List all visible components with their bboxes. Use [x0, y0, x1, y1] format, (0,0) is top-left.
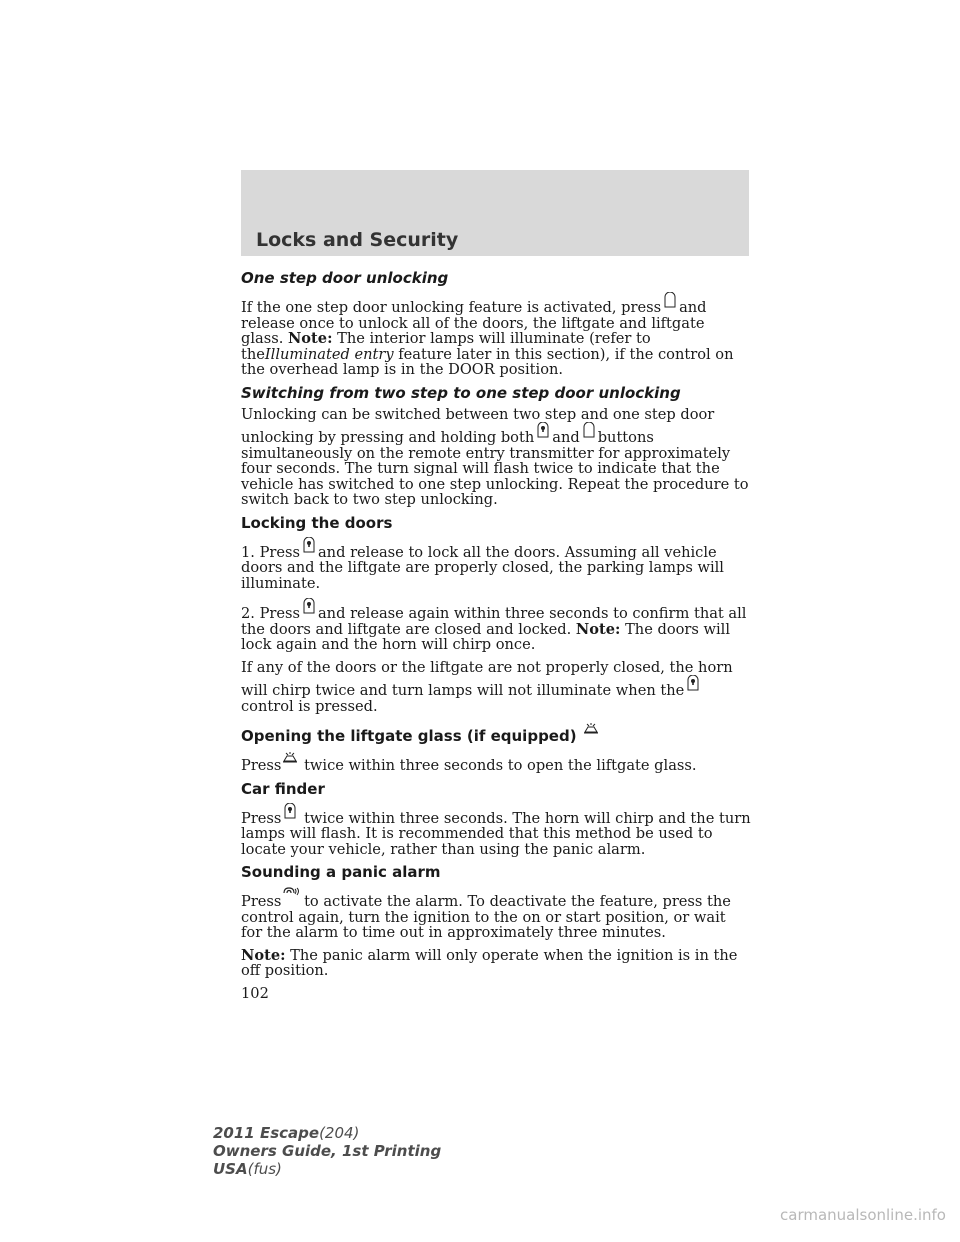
paragraph-one-step: If the one step door unlocking feature is activated, press and release once to unlock all of the doors, the liftgate and liftgate glass. Note: The interior lamps will illuminate (refer to theIlluminated entry feature later in this section), if the control on the overhead lamp is in the DOOR position.: [241, 292, 751, 378]
paragraph-switching: Unlocking can be switched between two step and one step door unlocking by pressing and holding both and buttons simultaneously on the remote entry transmitter for approximately four seconds. The turn signal will flash twice to indicate that the vehicle has switched to one step unlocking. Repeat the procedure to switch back to two step unlocking.: [241, 405, 749, 508]
print-footer: [213, 1124, 441, 1178]
heading-panic: Sounding a panic alarm: [241, 863, 441, 881]
paragraph-locking-step1: 1. Press and release to lock all the doors. Assuming all vehicle doors and the liftgate are properly closed, the parking lamps will illuminate.: [241, 537, 751, 592]
heading-locking: Locking the doors: [241, 513, 393, 532]
page-content: [241, 267, 751, 1001]
heading-liftgate: Opening the liftgate glass (if equipped): [241, 721, 751, 745]
paragraph-panic-note: Note: The panic alarm will only operate when the ignition is in the off position.: [241, 946, 738, 979]
paragraph-locking-step2: 2. Press and release again within three seconds to confirm that all the doors and liftgate are closed and locked. Note: The doors will lock again and the horn will chirp once.: [241, 598, 751, 653]
footer-line-model: 2011 Escape(204): [213, 1124, 360, 1142]
unlock-icon: [581, 422, 597, 438]
footer-line-market: USA(fus): [213, 1160, 282, 1178]
liftgate-glass-icon: [282, 750, 298, 766]
heading-one-step: One step door unlocking: [241, 269, 449, 287]
heading-car-finder: Car finder: [241, 779, 325, 798]
lock-icon: [535, 422, 551, 438]
liftgate-glass-icon: [583, 721, 599, 737]
lock-icon: [685, 675, 701, 691]
page-number: 102: [241, 984, 269, 1002]
paragraph-car-finder: Press twice within three seconds. The horn will chirp and the turn lamps will flash. It is recommended that this method be used to locate your vehicle, rather than using the panic alarm.: [241, 803, 751, 858]
lock-icon: [301, 598, 317, 614]
footer-line-guide: Owners Guide, 1st Printing: [213, 1142, 442, 1160]
paragraph-liftgate: Press twice within three seconds to open the liftgate glass.: [241, 750, 751, 774]
site-watermark: carmanualsonline.info: [780, 1206, 946, 1224]
unlock-icon: [662, 292, 678, 308]
panic-alarm-icon: [282, 886, 298, 902]
lock-icon: [301, 537, 317, 553]
paragraph-locking-not-closed: If any of the doors or the liftgate are not properly closed, the horn will chirp twice and turn lamps will not illuminate when the control is pressed.: [241, 658, 733, 715]
heading-switching: Switching from two step to one step door unlocking: [241, 383, 681, 402]
lock-icon: [282, 803, 298, 819]
paragraph-panic: Press to activate the alarm. To deactivate the feature, press the control again, turn the ignition to the on or start position, or wait for the alarm to time out in approximately three minutes.: [241, 886, 751, 941]
section-title: Locks and Security: [256, 229, 459, 251]
